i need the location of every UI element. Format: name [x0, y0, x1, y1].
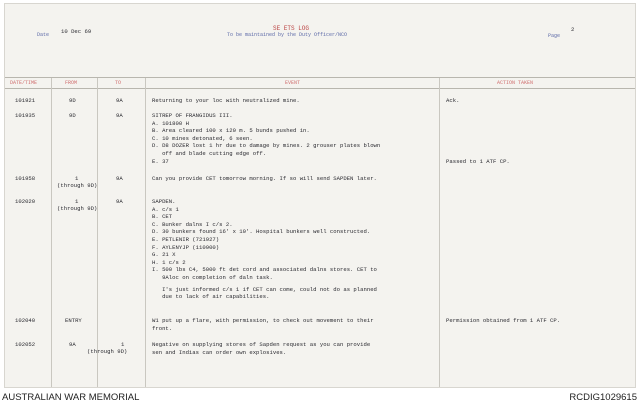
- col-header-event: EVENT: [285, 80, 301, 86]
- entry-to: 9A: [116, 175, 123, 182]
- entry-event-line: off and blade cutting edge off.: [152, 149, 267, 157]
- col-header-datetime: DATE/TIME: [10, 80, 38, 86]
- entry-event-line: Can you provide CET tomorrow morning. If so will send SAPDEN later.: [152, 175, 377, 182]
- footer-reference: RCDIG1029615: [569, 392, 637, 403]
- entry-from-sub: (through 9D): [57, 182, 98, 189]
- footer-source: AUSTRALIAN WAR MEMORIAL: [2, 392, 140, 403]
- entry-to: 1: [121, 341, 125, 348]
- date-label: Date: [37, 32, 50, 38]
- entry-event: [152, 317, 374, 332]
- entry-event: [152, 198, 377, 301]
- entry-from-sub: (through 9D): [57, 205, 98, 212]
- entry-time: 102020: [15, 198, 36, 205]
- col-header-action: ACTION TAKEN: [497, 80, 534, 86]
- entry-event-line: D. D8 DOZER lost 1 hr due to damage by mines. 2 grouser plates blown: [152, 142, 381, 150]
- entry-to: 9A: [116, 97, 123, 104]
- entry-event-line: E. PETLENIR (721927): [152, 235, 220, 243]
- entry-event-line: B. CET: [152, 213, 173, 221]
- entry-event-line: 9Aloc on completion of daln task.: [152, 273, 273, 281]
- table-header-rule: [5, 88, 635, 89]
- entry-event-line: Negative on supplying stores of Sapden request as you can provide: [152, 341, 371, 348]
- entry-action: Ack.: [446, 97, 460, 104]
- page-value: 2: [571, 26, 575, 33]
- col-divider: [439, 78, 440, 387]
- log-subtitle: To be maintained by the Duty Officer/NCO: [227, 32, 348, 38]
- entry-event-line: SAPDEN.: [152, 198, 176, 205]
- entry-action: Passed to 1 ATF CP.: [446, 158, 510, 165]
- entry-to-sub: (through 9D): [87, 348, 128, 355]
- entry-event-line: W1 put up a flare, with permission, to check out movement to their: [152, 317, 374, 324]
- entry-event-line: C. Bunker dalns I c/s 2.: [152, 220, 233, 228]
- entry-event-line: SITREP OF FRANGIDUS III.: [152, 112, 233, 119]
- entry-time: 102052: [15, 341, 36, 348]
- entry-event-line: G. 21 X: [152, 251, 176, 259]
- log-sheet: [4, 3, 636, 388]
- entry-event-line: C. 10 mines detonated, 6 seen.: [152, 134, 253, 142]
- entry-event-line: F. AYLENYJP (110900): [152, 243, 220, 251]
- entry-event-line: B. Area cleared 100 x 120 m. 5 bunds pushed in.: [152, 127, 310, 135]
- entry-from: 9D: [69, 97, 76, 104]
- entry-event: [152, 112, 380, 165]
- entry-time: 101921: [15, 97, 36, 104]
- entry-from: 9D: [69, 112, 76, 119]
- date-value: 10 Dec 69: [61, 28, 92, 35]
- entry-action: Permission obtained from 1 ATF CP.: [446, 317, 561, 324]
- col-header-to: TO: [115, 80, 122, 86]
- entry-event-line: sen and Indias can order own explosives.: [152, 348, 287, 356]
- entry-event-line: I. 500 lbs C4, 5000 ft det cord and associated dalns stores. CET to: [152, 266, 377, 274]
- entry-time: 101958: [15, 175, 36, 182]
- col-divider: [145, 78, 146, 387]
- entry-event-line: I's just informed c/s 1 if CET can come, could not do as planned: [152, 285, 377, 293]
- entry-from: ENTRY: [65, 317, 82, 324]
- table-top-rule: [5, 77, 635, 78]
- entry-event: [152, 341, 370, 356]
- entry-event-line: front.: [152, 324, 173, 332]
- entry-event-line: due to lack of air capabilities.: [152, 293, 270, 301]
- entry-event-line: H. 1 c/s 2: [152, 258, 186, 266]
- col-header-from: FROM: [65, 80, 78, 86]
- entry-event-line: A. c/s 1: [152, 205, 179, 213]
- entry-event-line: E. 37: [152, 157, 169, 165]
- col-divider: [51, 78, 52, 387]
- entry-time: 102040: [15, 317, 36, 324]
- entry-event-line: D. 30 bunkers found 16' x 10'. Hospital bunkers well constructed.: [152, 228, 371, 236]
- entry-event-line: Returning to your loc with neutralized mine.: [152, 97, 300, 104]
- entry-from: 9A: [69, 341, 76, 348]
- entry-from: 1: [75, 175, 79, 182]
- col-divider: [97, 78, 98, 387]
- page-label: Page: [548, 33, 561, 39]
- entry-to: 9A: [116, 112, 123, 119]
- entry-to: 9A: [116, 198, 123, 205]
- entry-event-line: A. 101800 H: [152, 119, 189, 127]
- log-title: SE ETS LOG: [273, 25, 310, 32]
- entry-from: 1: [75, 198, 79, 205]
- entry-time: 101935: [15, 112, 36, 119]
